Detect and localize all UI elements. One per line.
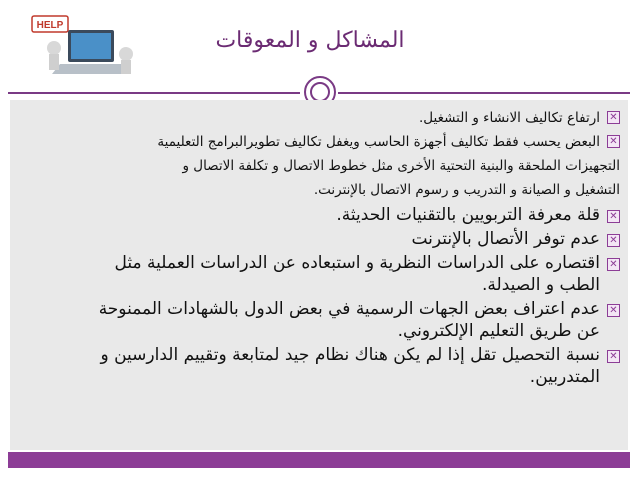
bottom-accent-bar <box>8 452 630 468</box>
list-item: ✕ نسبة التحصيل تقل إذا لم يكن هناك نظام جيد لمتابعة وتقييم الدارسين و المتدربين. <box>20 344 620 388</box>
slide-title: المشاكل و المعوقات <box>215 28 405 53</box>
content-panel <box>10 100 628 450</box>
list-item: ✕ قلة معرفة التربويين بالتقنيات الحديثة. <box>20 204 620 226</box>
boxed-x-bullet-icon: ✕ <box>607 111 620 124</box>
boxed-x-bullet-icon: ✕ <box>607 258 620 271</box>
list-item: ✕ ارتفاع تكاليف الانشاء و التشغيل. <box>20 106 620 130</box>
divider-left <box>8 92 300 94</box>
help-sign-text: HELP <box>36 20 64 31</box>
list-item: ✕ عدم اعتراف بعض الجهات الرسمية في بعض الدول بالشهادات الممنوحة عن طريق التعليم الإلكتروني. <box>20 298 620 342</box>
divider-right <box>338 92 630 94</box>
boxed-x-bullet-icon: ✕ <box>607 350 620 363</box>
list-item: ✕ البعض يحسب فقط تكاليف أجهزة الحاسب ويغفل تكاليف تطويرالبرامج التعليمية التجهيزات الملحقة والبنية التحتية الأخرى مثل خطوط الاتصال و تكلفة الاتصال و التشغيل و الصيانة و التدريب و رسوم الاتصال بالإنترنت. <box>157 134 620 198</box>
boxed-x-bullet-icon: ✕ <box>607 304 620 317</box>
list-item: ✕ عدم توفر الأتصال بالإنترنت <box>20 228 620 250</box>
help-computer-illustration <box>30 14 140 84</box>
boxed-x-bullet-icon: ✕ <box>607 234 620 247</box>
boxed-x-bullet-icon: ✕ <box>607 135 620 148</box>
bullet-list <box>20 106 620 388</box>
list-item: ✕ اقتصاره على الدراسات النظرية و استبعاده عن الدراسات العملية مثل الطب و الصيدلة. <box>20 252 620 296</box>
boxed-x-bullet-icon: ✕ <box>607 210 620 223</box>
